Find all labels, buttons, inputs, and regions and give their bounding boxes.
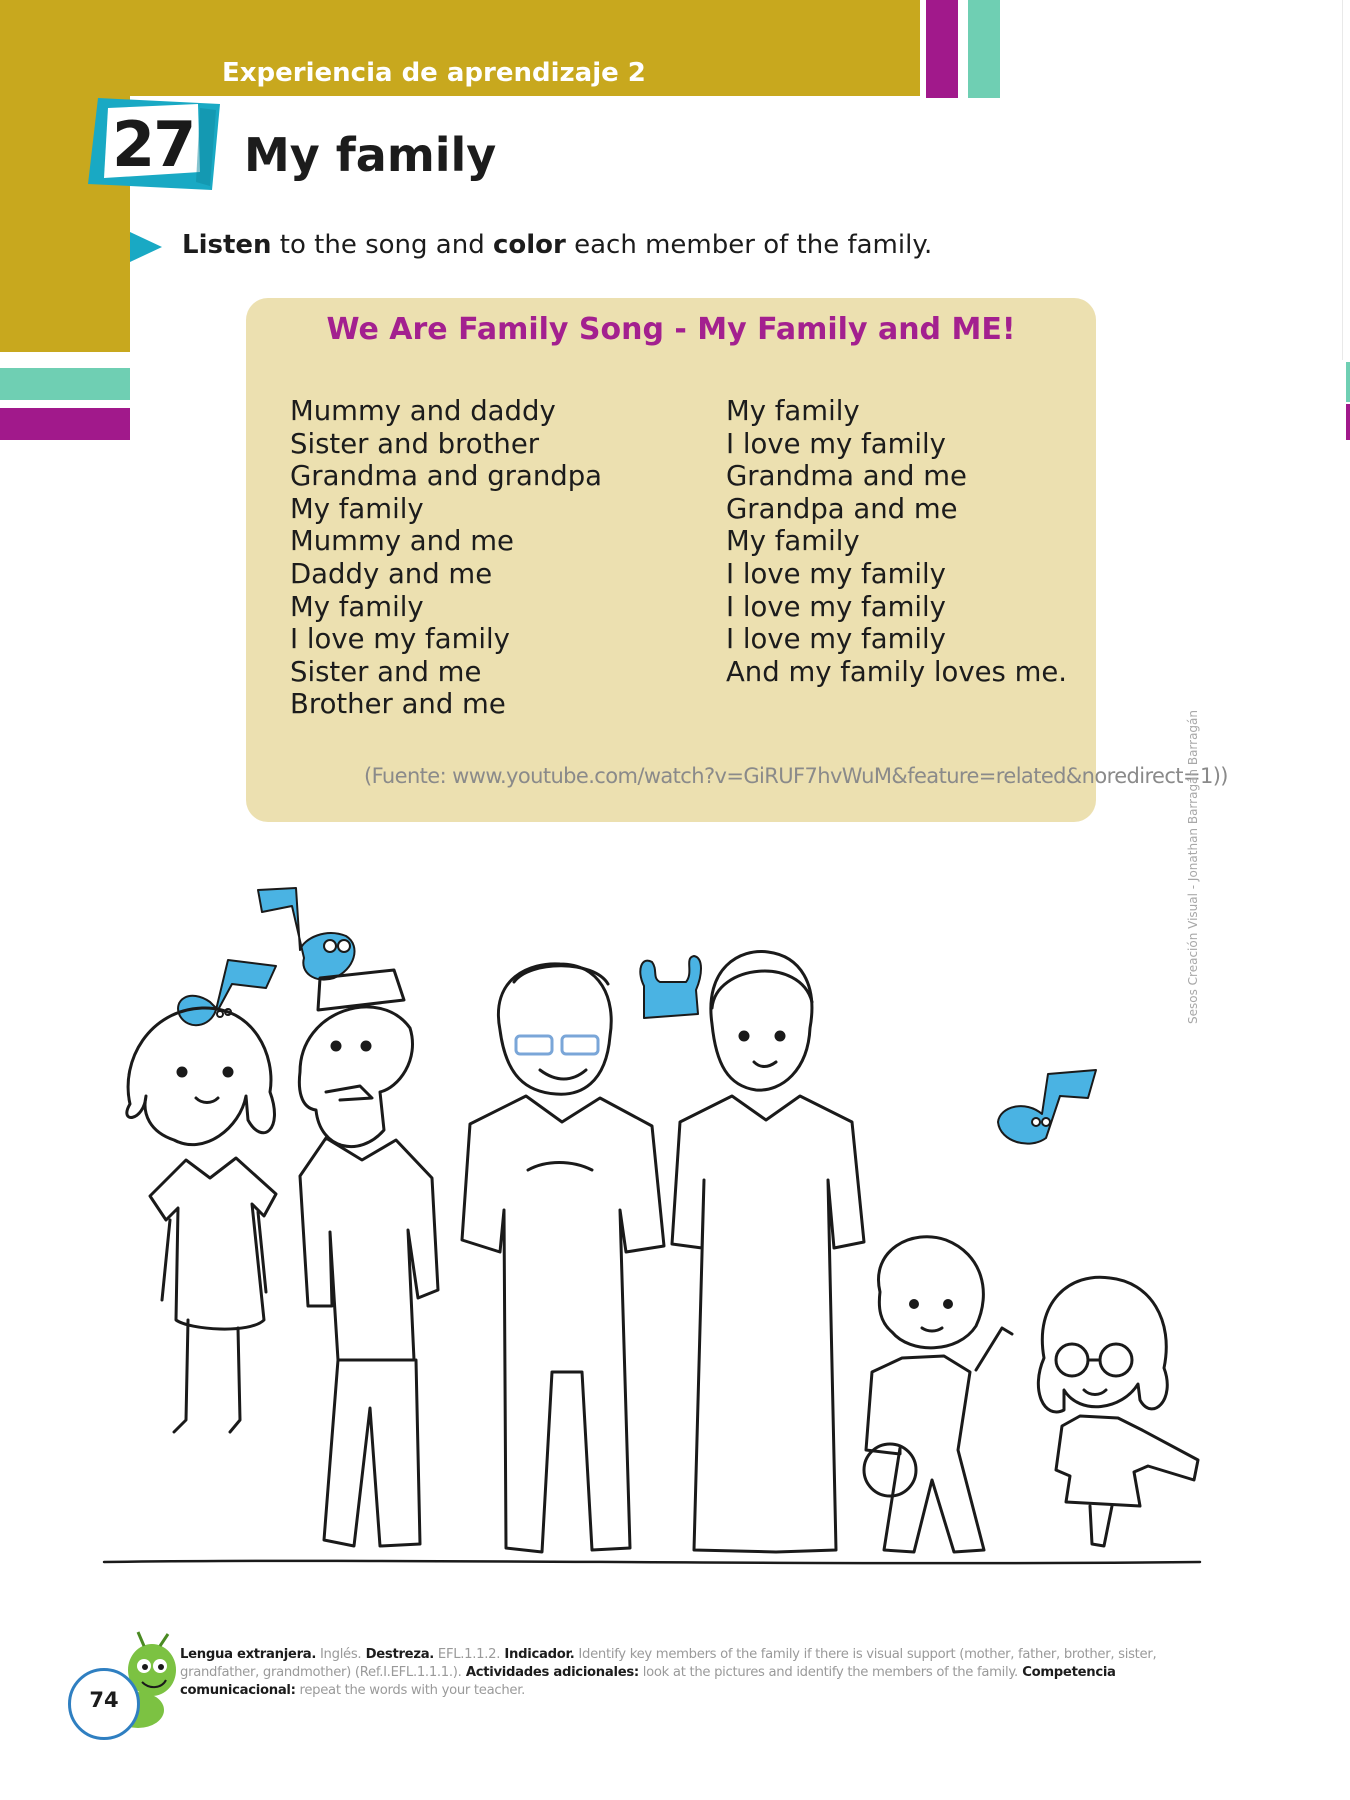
lyric-line: Mummy and daddy: [290, 395, 556, 427]
lyric-line: Mummy and me: [290, 525, 514, 558]
page-number: 74: [89, 1688, 119, 1712]
lyric-line: I love my family: [726, 590, 946, 623]
father-figure: [299, 970, 438, 1546]
footer-label-actividades: Actividades adicionales:: [461, 1665, 639, 1680]
magenta-stripe: [926, 0, 958, 98]
lyric-line: Grandma and grandpa: [290, 460, 603, 493]
instruction-color: color: [492, 230, 566, 260]
family-illustration: [0, 860, 1350, 1600]
instruction-part1: to the song and: [271, 230, 493, 260]
lyric-line: Grandpa and me: [726, 492, 958, 525]
lyric-line: I love my family: [290, 623, 510, 656]
footer-label-indicador: Indicador.: [500, 1647, 575, 1662]
experience-label: Experiencia de aprendizaje 2: [222, 58, 646, 88]
lyric-line: I love my family: [726, 623, 946, 656]
lyric-line: Daddy and me: [290, 557, 493, 590]
instruction-part2: each member of the family.: [565, 230, 933, 260]
lyric-line: My family: [290, 590, 424, 623]
lyric-line: My family: [726, 525, 860, 558]
edge-teal-stripe: [1346, 362, 1350, 402]
footer-value-lengua: Inglés.: [316, 1647, 362, 1662]
footer-value-competencia: repeat the words with your teacher.: [295, 1683, 526, 1698]
lyric-line: Sister and me: [290, 655, 482, 688]
song-lyrics-left: [290, 395, 602, 721]
grandfather-figure: [462, 964, 664, 1552]
lyric-line: I love my family: [726, 557, 946, 590]
lyric-line: Sister and brother: [290, 427, 540, 460]
girl-figure: [1038, 1277, 1198, 1546]
footer-value-indicador: Identify key members of the family if there is visual support (mother, father, brother, sister, grandfather, grandmother) (Ref.I.EFL.1.1.1.).: [180, 1647, 1157, 1680]
magenta-side-stripe: [0, 408, 130, 440]
instruction-listen: Listen: [182, 230, 272, 260]
page-title: My family: [244, 128, 497, 182]
footer-notes: [180, 1646, 1190, 1700]
footer-label-competencia: Competencia comunicacional:: [180, 1665, 1116, 1698]
lyric-line: And my family loves me.: [726, 655, 1068, 688]
lyric-line: My family: [290, 492, 424, 525]
edge-magenta-stripe: [1346, 404, 1350, 440]
lyric-line: Brother and me: [290, 688, 506, 721]
mother-figure: [127, 1008, 276, 1432]
song-title: We Are Family Song - My Family and ME!: [326, 312, 1016, 347]
instruction-text: [182, 230, 932, 260]
teal-side-stripe: [0, 368, 130, 400]
footer-value-actividades: look at the pictures and identify the members of the family.: [638, 1665, 1018, 1680]
music-note-icon: [998, 1070, 1096, 1144]
music-note-icon: [640, 956, 701, 1018]
music-note-icon: [178, 960, 276, 1025]
lesson-number: 27: [112, 108, 195, 181]
footer-label-destreza: Destreza.: [361, 1647, 435, 1662]
lyric-line: My family: [726, 395, 860, 427]
lyric-line: Grandma and me: [726, 460, 967, 493]
teal-stripe: [968, 0, 1000, 98]
illustration-credit: Sesos Creación Visual - Jonathan Barragán Barragán: [1186, 709, 1200, 1024]
lyric-line: I love my family: [726, 427, 946, 460]
song-lyrics-right: [726, 395, 1067, 688]
grandmother-figure: [672, 952, 864, 1552]
page-rule: [1342, 0, 1343, 360]
song-source: (Fuente: www.youtube.com/watch?v=GiRUF7hvWuM&feature=related&noredirect=1)): [364, 764, 1228, 788]
footer-value-destreza: EFL.1.1.2.: [434, 1647, 501, 1662]
boy-figure: [864, 1237, 1012, 1552]
arrow-right-icon: [128, 230, 164, 264]
footer-label-lengua: Lengua extranjera.: [180, 1647, 317, 1662]
